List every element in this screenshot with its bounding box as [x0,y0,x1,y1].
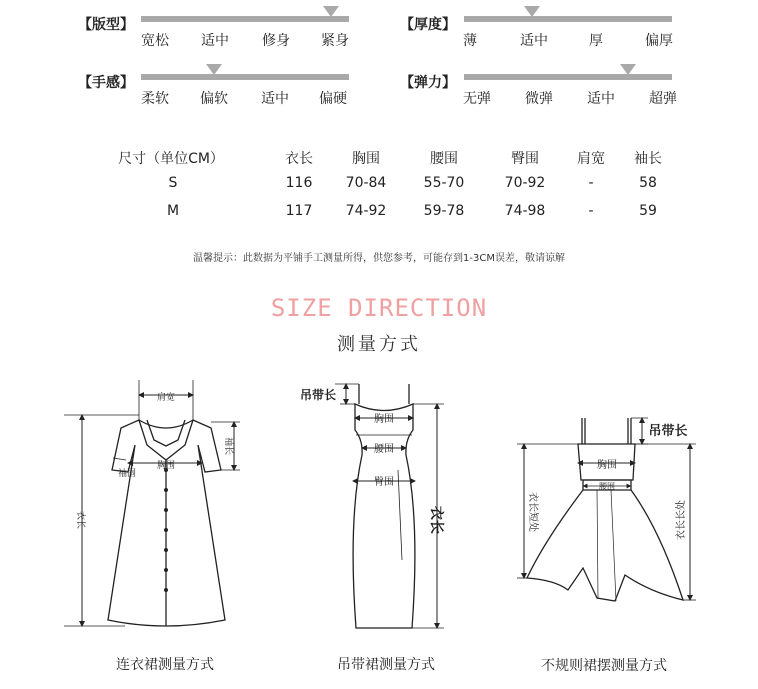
label-strap: 吊带长 [299,388,337,402]
table-header: 衣长 [285,151,313,167]
option-label: 超弹 [649,91,677,107]
label-shoulder: 肩宽 [156,393,176,403]
table-header: 臀围 [511,151,539,167]
attr-label-elasticity: 【弹力】 [400,75,456,91]
option-label: 微弹 [525,91,553,107]
label-chest: 胸围 [156,461,176,471]
label-waist: 腰围 [599,482,615,491]
attr-label-handfeel: 【手感】 [78,75,134,91]
label-length: 衣长 [428,506,444,534]
option-label: 柔软 [141,91,169,107]
caption-irregular-dress: 不规则裙摆测量方式 [541,658,667,674]
table-cell: - [588,175,594,191]
irregular-dress-diagram [517,418,696,601]
label-waist: 腰围 [374,444,394,455]
table-cell: 70-84 [345,175,387,191]
section-title-cn: 测量方式 [337,334,421,355]
table-header: 胸围 [352,151,380,167]
option-label: 宽松 [141,33,169,49]
attr-label-thickness: 【厚度】 [400,17,456,33]
level-pointer-icon [206,64,222,75]
table-cell: 116 [285,175,313,191]
table-cell: 58 [639,175,657,191]
scale-bar-thickness [464,16,672,22]
table-cell: 59 [639,203,657,219]
scale-bar-handfeel [141,74,349,80]
option-label: 适中 [587,91,615,107]
table-cell: S [168,175,178,191]
label-short-length: 衣长短处 [527,492,538,532]
table-cell: 74-98 [504,203,546,219]
level-pointer-icon [323,6,339,17]
option-label: 紧身 [321,33,349,49]
caption-slip-dress: 吊带裙测量方式 [337,657,435,673]
scale-bar-elasticity [464,74,672,80]
label-sleeve-circ: 袖围 [117,469,137,479]
measurement-diagrams [0,370,758,689]
label-chest: 胸围 [597,460,617,471]
option-label: 偏软 [200,91,228,107]
label-hip: 臀围 [374,477,394,488]
table-header: 尺寸（单位CM） [118,151,224,167]
attr-label-fit: 【版型】 [78,17,134,33]
table-cell: M [166,203,180,219]
label-chest: 胸围 [374,414,394,425]
table-cell: 70-92 [504,175,546,191]
option-label: 偏厚 [645,33,673,49]
table-header: 袖长 [634,151,662,167]
shirt-dress-diagram [64,380,240,626]
label-strap: 吊带长 [648,424,688,439]
option-label: 偏硬 [319,91,347,107]
table-cell: 74-92 [345,203,387,219]
option-label: 厚 [589,33,603,49]
label-long-length: 衣长长处 [676,500,687,540]
level-pointer-icon [620,64,636,75]
table-cell: 55-70 [423,175,465,191]
table-header: 肩宽 [577,151,605,167]
option-label: 适中 [520,33,548,49]
level-pointer-icon [524,6,540,17]
caption-shirt-dress: 连衣裙测量方式 [116,657,214,673]
table-cell: 117 [285,203,313,219]
measurement-tip: 温馨提示：此数据为平铺手工测量所得，供您参考，可能存到1-3CM误差，敬请谅解 [193,253,565,264]
table-header: 腰围 [430,151,458,167]
section-title-en: SIZE DIRECTION [270,294,488,322]
label-length: 衣长 [75,510,85,530]
table-cell: 59-78 [423,203,465,219]
option-label: 修身 [262,33,290,49]
option-label: 适中 [261,91,289,107]
option-label: 适中 [201,33,229,49]
option-label: 薄 [463,33,477,49]
table-cell: - [588,203,594,219]
label-sleeve-length: 袖长 [223,436,233,456]
scale-bar-fit [141,16,349,22]
option-label: 无弹 [463,91,491,107]
